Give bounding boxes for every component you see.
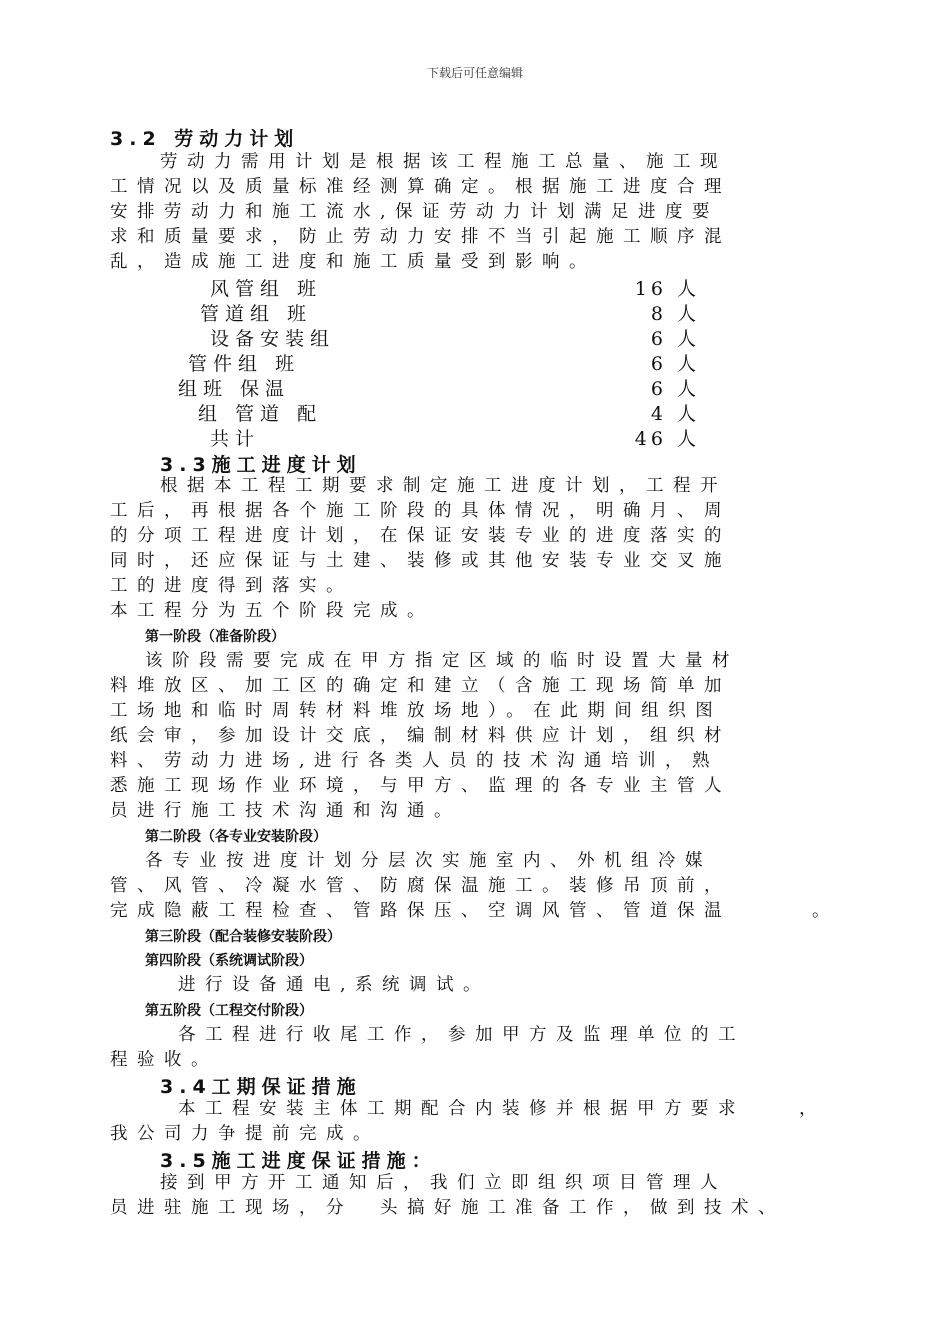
paragraph-line: 纸会审，参加设计交底，编制材料供应计划，组织材: [110, 726, 731, 746]
paragraph-line: 工情况以及质量标准经测算确定。根据施工进度合理: [110, 177, 731, 197]
paragraph-line: 悉施工现场作业环境，与甲方、监理的各专业主管人: [110, 776, 731, 796]
page-header: 下载后可任意编辑: [426, 66, 523, 80]
staff-count: 4 人: [650, 403, 700, 425]
paragraph-line: 该阶段需要完成在甲方指定区域的临时设置大量材: [145, 651, 739, 671]
staff-count: 16 人: [634, 278, 700, 300]
paragraph-line: 劳动力需用计划是根据该工程施工总量、施工现: [160, 152, 727, 172]
paragraph-line: 我公司力争提前完成。: [110, 1124, 380, 1144]
paragraph-line: 乱，造成施工进度和施工质量受到影响。: [110, 252, 596, 272]
paragraph-line: 同时，还应保证与土建、装修或其他安装专业交叉施: [110, 551, 731, 571]
paragraph-line: 员进行施工技术沟通和沟通。: [110, 801, 461, 821]
staff-role: 组 管道 配: [198, 403, 323, 425]
paragraph-line: 工后，再根据各个施工阶段的具体情况，明确月、周: [110, 501, 731, 521]
staff-role: 共计: [210, 428, 261, 450]
staff-count: 8 人: [650, 303, 700, 325]
staff-count: 6 人: [650, 328, 700, 350]
staff-role: 管道组 班: [200, 303, 313, 325]
paragraph-line: 工的进度得到落实。: [110, 576, 353, 596]
staff-count: 6 人: [650, 353, 700, 375]
paragraph-line: 求和质量要求，防止劳动力安排不当引起施工顺序混: [110, 227, 731, 247]
paragraph-line: 的分项工程进度计划，在保证安装专业的进度落实的: [110, 526, 731, 546]
paragraph-line: 进行设备通电,系统调试。: [178, 975, 491, 995]
section-3-4-title: 3.4工期保证措施: [160, 1076, 362, 1098]
section-3-3-title: 3.3施工进度计划: [160, 454, 362, 476]
section-3-5-title: 3.5施工进度保证措施：: [160, 1150, 437, 1172]
paragraph-line: 各专业按进度计划分层次实施室内、外机组冷媒: [145, 851, 712, 871]
paragraph-line: 根据本工程工期要求制定施工进度计划，工程开: [160, 476, 727, 496]
paragraph-line: 料堆放区、加工区的确定和建立（含施工现场简单加: [110, 676, 731, 696]
phase-2-title: 第二阶段（各专业安装阶段）: [145, 829, 327, 845]
staff-role: 风管组 班: [210, 278, 323, 300]
paragraph-line: 程验收。: [110, 1050, 218, 1070]
paragraph-line: 员进驻施工现场，分 头搞好施工准备工作，做到技术、: [110, 1198, 785, 1218]
paragraph-line: 本工程分为五个阶段完成。: [110, 601, 434, 621]
paragraph-line: 管、风管、冷凝水管、防腐保温施工。装修吊顶前，: [110, 876, 731, 896]
phase-3-title: 第三阶段（配合装修安装阶段）: [145, 929, 341, 945]
staff-count: 6 人: [650, 378, 700, 400]
paragraph-line: 料、劳动力进场,进行各类人员的技术沟通培训，熟: [110, 751, 720, 771]
paragraph-line: 接到甲方开工通知后，我们立即组织项目管理人: [160, 1173, 727, 1193]
staff-role: 组班 保温: [178, 378, 291, 400]
paragraph-line: 本工程安装主体工期配合内装修并根据甲方要求 ，: [178, 1099, 826, 1119]
phase-4-title: 第四阶段（系统调试阶段）: [145, 953, 313, 969]
staff-count: 46 人: [634, 428, 700, 450]
paragraph-line: 各工程进行收尾工作，参加甲方及监理单位的工: [178, 1025, 745, 1045]
phase-1-title: 第一阶段（准备阶段）: [145, 629, 285, 645]
paragraph-line: 完成隐蔽工程检查、管路保压、空调风管、管道保温 。: [110, 901, 839, 921]
paragraph-line: 工场地和临时周转材料堆放场地）。在此期间组织图: [110, 701, 723, 721]
section-3-2-title: 3.2 劳动力计划: [110, 128, 300, 150]
phase-5-title: 第五阶段（工程交付阶段）: [145, 1003, 313, 1019]
paragraph-line: 安排劳动力和施工流水,保证劳动力计划满足进度要: [110, 202, 720, 222]
staff-role: 管件组 班: [188, 353, 301, 375]
staff-role: 设备安装组: [210, 328, 336, 350]
